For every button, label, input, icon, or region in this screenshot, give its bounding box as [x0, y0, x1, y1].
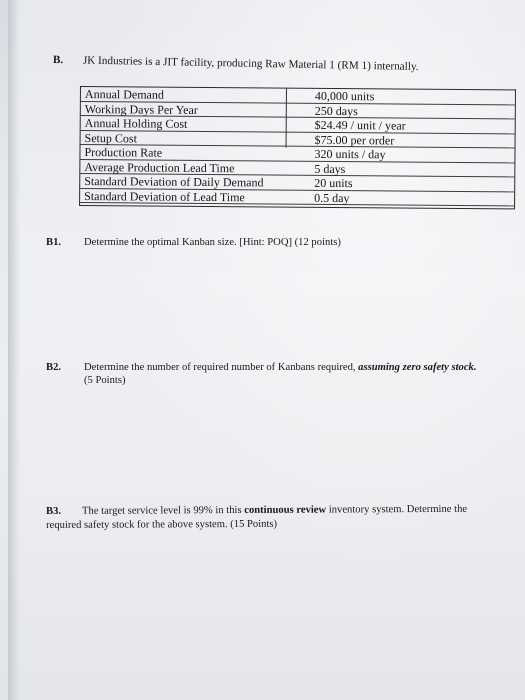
- table-cell-parameter: Standard Deviation of Lead Time: [84, 188, 245, 204]
- section-intro-text: JK Industries is a JIT facility, producing Raw Material 1 (RM 1) internally.: [82, 54, 419, 74]
- question-b3: [46, 503, 521, 535]
- paper-edge-shadow: [8, 0, 20, 700]
- table-cell-value: $24.49 / unit / year: [314, 117, 406, 133]
- section-marker: B.: [52, 54, 64, 67]
- table-cell-parameter: Annual Demand: [84, 87, 164, 102]
- question-text: [84, 361, 476, 387]
- question-b1: [46, 236, 506, 252]
- table-cell-parameter: Production Rate: [84, 145, 163, 160]
- question-points: (5 Points): [84, 375, 126, 386]
- table-row: [80, 189, 514, 207]
- question-b2: [46, 361, 516, 391]
- question-text-part: inventory system. Determine the: [326, 503, 468, 516]
- table-cell-parameter: Average Production Lead Time: [84, 159, 235, 175]
- table-cell-value: 40,000 units: [314, 88, 375, 104]
- table-cell-value: 20 units: [314, 175, 353, 191]
- question-text: [82, 503, 467, 518]
- question-label: B1.: [46, 237, 62, 248]
- table-cell-parameter: Working Days Per Year: [84, 101, 198, 117]
- question-label: B2.: [46, 362, 62, 373]
- question-strong-term: continuous review: [244, 504, 327, 516]
- paper-sheet: [8, 0, 525, 700]
- table-cell-parameter: Standard Deviation of Daily Demand: [84, 174, 264, 190]
- table-cell-value: 320 units / day: [314, 146, 386, 162]
- question-text-part: Determine the number of required number of Kanbans required,: [84, 362, 359, 373]
- question-label: B3.: [46, 505, 62, 517]
- parameter-table: [79, 86, 516, 209]
- question-emphasis: assuming zero safety stock.: [358, 362, 477, 373]
- table-cell-value: $75.00 per order: [314, 132, 395, 147]
- question-text: Determine the optimal Kanban size. [Hint: POQ] (12 points): [84, 237, 341, 248]
- table-cell-parameter: Setup Cost: [84, 130, 137, 145]
- table-cell-value: 250 days: [314, 103, 358, 118]
- table-cell-value: 0.5 day: [314, 190, 350, 205]
- table-cell-value: 5 days: [314, 161, 346, 176]
- question-text-part: The target service level is 99% in this: [82, 504, 245, 517]
- section-intro: [53, 54, 419, 74]
- table-cell-parameter: Annual Holding Cost: [84, 116, 188, 131]
- question-continuation: required safety stock for the above system. (15 Points): [46, 518, 278, 531]
